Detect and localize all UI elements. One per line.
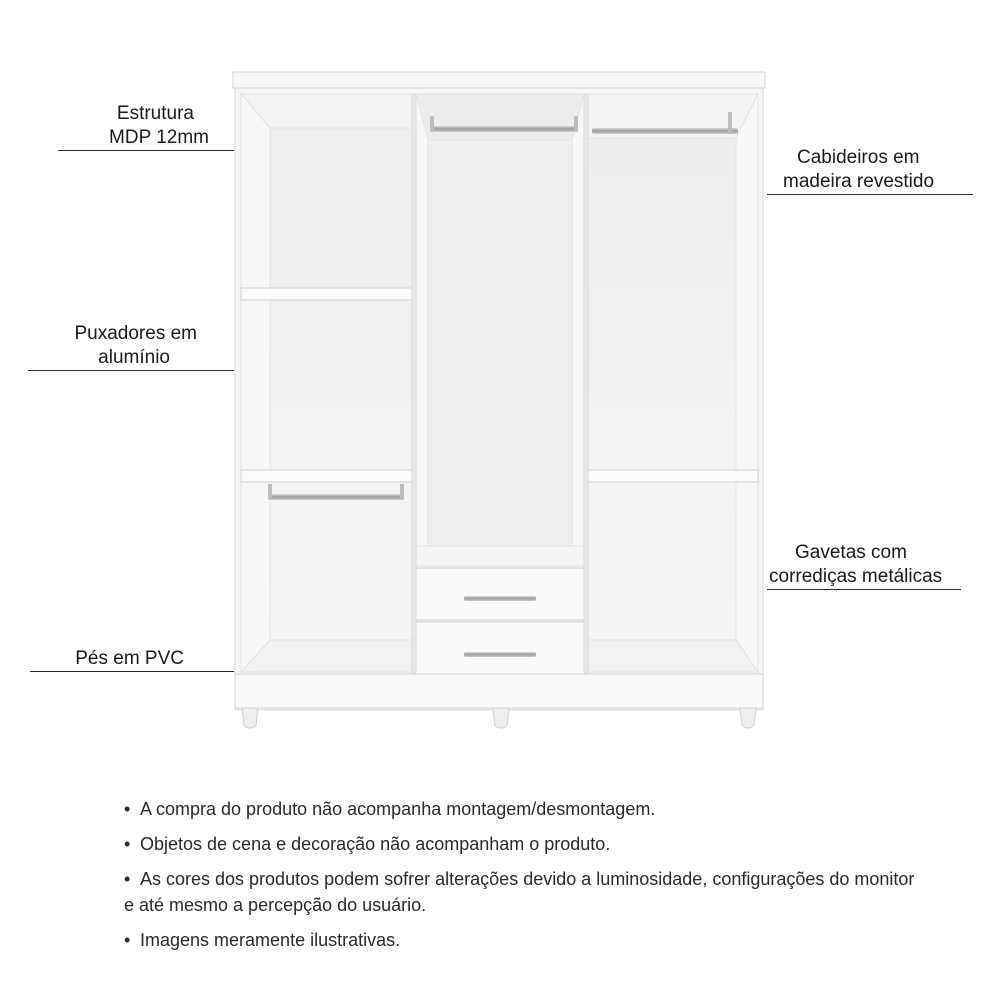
wardrobe-top-board xyxy=(233,72,765,88)
note-text: Objetos de cena e decoração não acompanham o produto. xyxy=(140,834,611,854)
lower-drawer-handle[interactable] xyxy=(464,652,536,657)
callout-puxadores-line1: Puxadores em xyxy=(74,323,197,344)
note-text: A compra do produto não acompanha montagem/desmontagem. xyxy=(140,799,656,819)
wardrobe-plinth xyxy=(235,674,763,708)
callout-estrutura-line xyxy=(58,150,234,151)
right-bottom-base xyxy=(588,640,758,672)
center-compartment xyxy=(416,94,584,564)
note-item xyxy=(124,796,924,822)
callout-cabideiros-line2: madeira revestido xyxy=(783,171,935,192)
callout-cabideiros xyxy=(767,146,973,194)
left-middle-shelf xyxy=(241,470,412,482)
disclaimer-notes xyxy=(124,796,924,962)
callout-pes-line xyxy=(30,671,234,672)
callout-puxadores-line2: alumínio xyxy=(98,347,170,368)
center-drawer-top-panel xyxy=(416,546,584,566)
callout-puxadores-line xyxy=(28,370,234,371)
right-divider xyxy=(584,94,588,674)
callout-pes xyxy=(30,647,234,671)
bullet-icon: • xyxy=(124,869,131,889)
left-upper-shelf xyxy=(241,288,412,300)
callout-pes-line1: Pés em PVC xyxy=(75,648,184,669)
callout-gavetas-line xyxy=(767,589,961,590)
note-text: Imagens meramente ilustrativas. xyxy=(140,930,401,950)
note-item xyxy=(124,866,924,918)
callout-estrutura-line1: Estrutura xyxy=(116,103,194,124)
callout-estrutura xyxy=(58,102,234,150)
lower-drawer[interactable] xyxy=(416,622,584,676)
upper-drawer-handle[interactable] xyxy=(464,596,536,601)
callout-estrutura-line2: MDP 12mm xyxy=(109,127,209,148)
right-shelf xyxy=(588,470,758,482)
callout-gavetas xyxy=(767,541,961,589)
callout-cabideiros-line xyxy=(767,194,973,195)
bullet-icon: • xyxy=(124,930,131,950)
pvc-feet xyxy=(242,708,756,728)
note-item xyxy=(124,831,924,857)
callout-puxadores xyxy=(28,322,234,370)
note-text: As cores dos produtos podem sofrer alterações devido a luminosidade, configurações do monitor e até mesmo a percepção do usuário. xyxy=(124,869,915,915)
bullet-icon: • xyxy=(124,799,131,819)
left-divider xyxy=(412,94,416,674)
upper-drawer[interactable] xyxy=(416,568,584,620)
callout-cabideiros-line1: Cabideiros em xyxy=(797,147,920,168)
right-compartment xyxy=(588,94,758,672)
bullet-icon: • xyxy=(124,834,131,854)
callout-gavetas-line2: corrediças metálicas xyxy=(769,566,943,587)
callout-gavetas-line1: Gavetas com xyxy=(795,542,907,563)
left-bottom-base xyxy=(241,640,412,672)
note-item xyxy=(124,927,924,953)
left-compartment xyxy=(241,94,412,672)
